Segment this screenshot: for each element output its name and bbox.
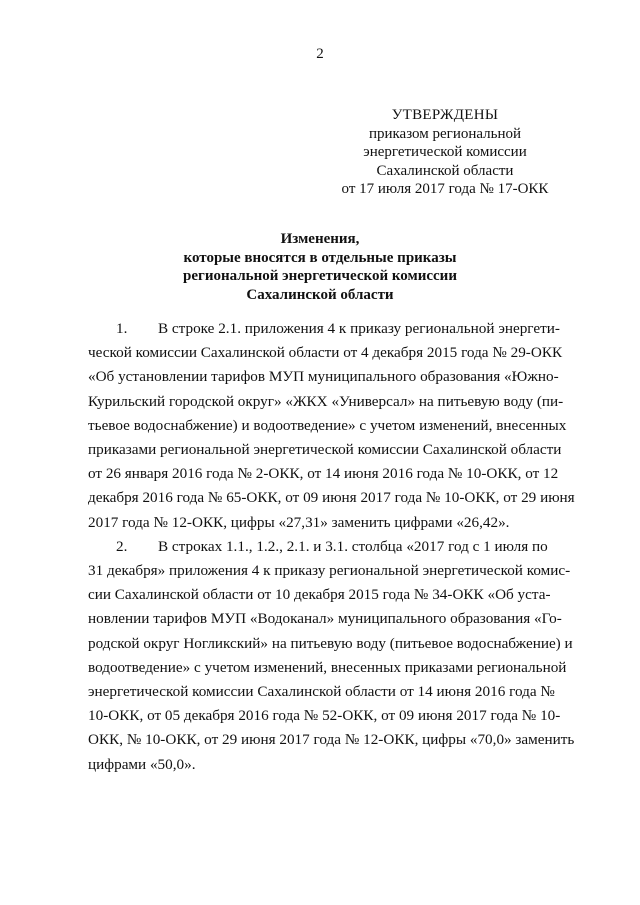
title-line: региональной энергетической комиссии bbox=[183, 268, 457, 284]
item-number: 1. bbox=[116, 320, 128, 337]
approval-line: Сахалинской области bbox=[376, 162, 514, 179]
paragraph-line-text: В строках 1.1., 1.2., 2.1. и 3.1. столбца «2017 год с 1 июля по bbox=[158, 537, 548, 555]
item-number: 2. bbox=[116, 537, 128, 555]
paragraph-line: новлении тарифов МУП «Водоканал» муниципального образования «Го- bbox=[88, 610, 562, 628]
paragraph-line: приказами региональной энергетической комиссии Сахалинской области bbox=[88, 441, 562, 459]
paragraph-line-text: В строке 2.1. приложения 4 к приказу региональной энергети- bbox=[158, 320, 560, 337]
paragraph-line: цифрами «50,0». bbox=[88, 755, 196, 773]
paragraph-line: 10-ОКК, от 05 декабря 2016 года № 52-ОКК, от 09 июня 2017 года № 10- bbox=[88, 707, 561, 725]
document-body bbox=[88, 317, 575, 777]
approved-heading: УТВЕРЖДЕНЫ bbox=[391, 107, 499, 123]
paragraph-first-line bbox=[88, 535, 548, 559]
document-title bbox=[0, 230, 640, 304]
paragraph-line: водоотведение» с учетом изменений, внесенных приказами региональной bbox=[88, 658, 567, 676]
list-item bbox=[88, 317, 575, 535]
paragraph-line: 2017 года № 12-ОКК, цифры «27,31» заменить цифрами «26,42». bbox=[88, 513, 510, 531]
approval-line: от 17 июля 2017 года № 17-ОКК bbox=[341, 181, 549, 197]
paragraph-line: ОКК, № 10-ОКК, от 29 июня 2017 года № 12-ОКК, цифры «70,0» заменить bbox=[88, 731, 575, 749]
approval-line: приказом региональной bbox=[368, 125, 522, 142]
paragraph-first-line bbox=[88, 317, 560, 341]
list-item bbox=[88, 535, 575, 777]
approval-line: энергетической комиссии bbox=[363, 144, 527, 160]
title-line: которые вносятся в отдельные приказы bbox=[183, 249, 457, 266]
approval-stamp bbox=[330, 106, 560, 199]
paragraph-line: ческой комиссии Сахалинской области от 4 декабря 2015 года № 29-ОКК bbox=[88, 344, 563, 362]
paragraph-line: 31 декабря» приложения 4 к приказу региональной энергетической комис- bbox=[88, 562, 571, 580]
paragraph-line: Курильский городской округ» «ЖКХ «Универсал» на питьевую воду (пи- bbox=[88, 392, 564, 410]
paragraph-line: «Об установлении тарифов МУП муниципального образования «Южно- bbox=[88, 368, 559, 386]
page-number: 2 bbox=[316, 46, 324, 62]
paragraph-line: энергетической комиссии Сахалинской области от 14 июня 2016 года № bbox=[88, 683, 555, 701]
title-line: Сахалинской области bbox=[246, 286, 394, 303]
paragraph-line: декабря 2016 года № 65-ОКК, от 09 июня 2017 года № 10-ОКК, от 29 июня bbox=[88, 489, 575, 507]
paragraph-line: тьевое водоснабжение) и водоотведение» с учетом изменений, внесенных bbox=[88, 416, 567, 434]
paragraph-line: сии Сахалинской области от 10 декабря 2015 года № 34-ОКК «Об уста- bbox=[88, 586, 551, 604]
paragraph-line: родской округ Ногликский» на питьевую воду (питьевое водоснабжение) и bbox=[88, 634, 573, 652]
paragraph-line: от 26 января 2016 года № 2-ОКК, от 14 июня 2016 года № 10-ОКК, от 12 bbox=[88, 465, 559, 483]
title-line: Изменения, bbox=[280, 231, 360, 247]
